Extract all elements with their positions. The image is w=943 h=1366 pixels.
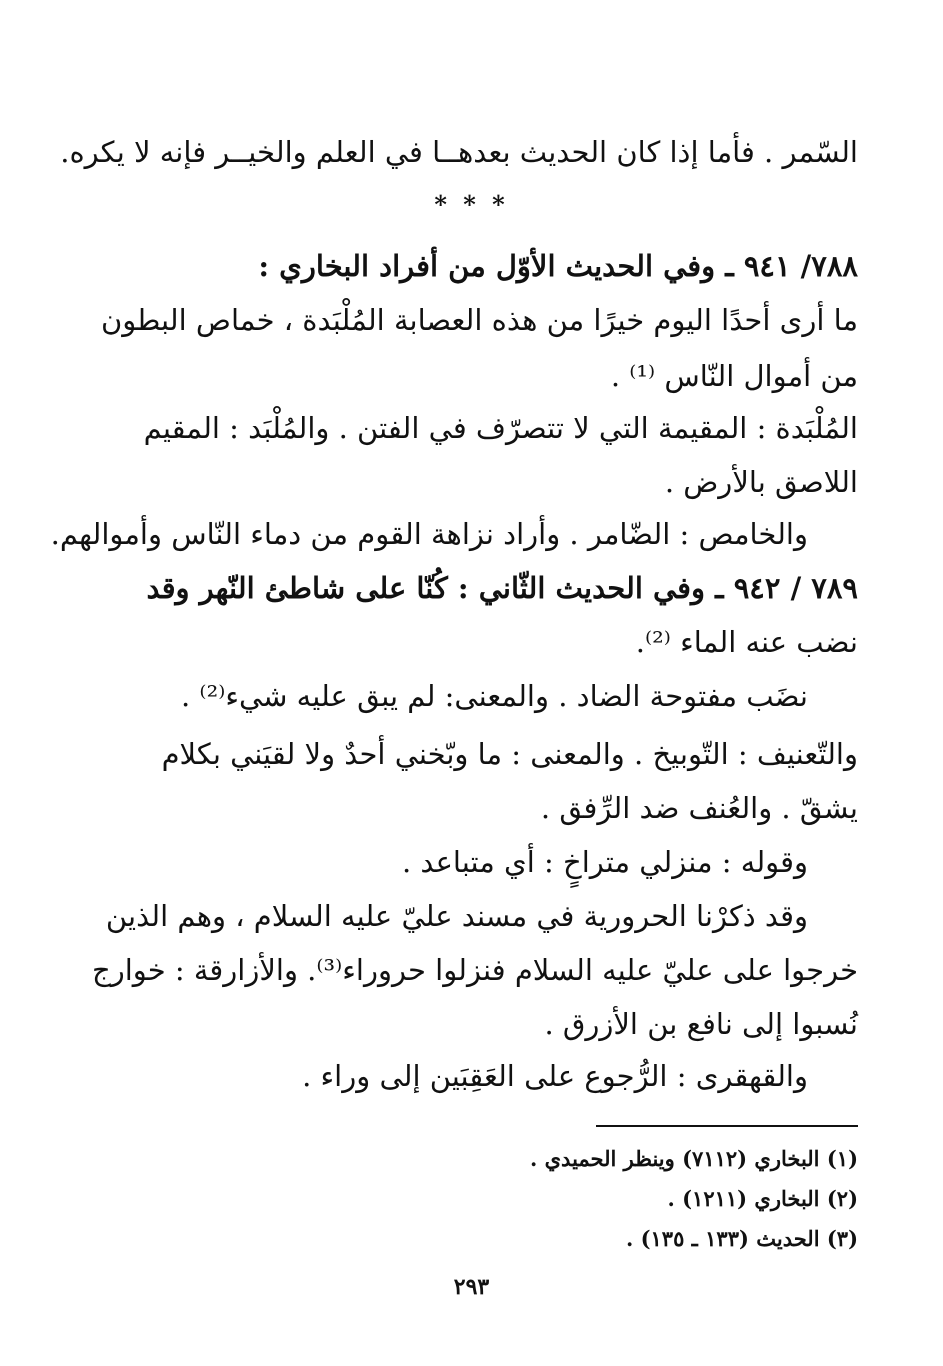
hadith-heading-788: ٧٨٨/ ٩٤١ ـ وفي الحديث الأوّل من أفراد البخاري :	[258, 249, 858, 283]
text-line-15: خرجوا على عليّ عليه السلام فنزلوا حروراء⁽³⁾. والأزارقة : خوارج	[91, 953, 858, 987]
text-line-11: والتّعنيف : التّوبيخ . والمعنى : ما وبّخني أحدٌ ولا لقيَني بكلام	[161, 737, 858, 771]
section-separator: * * *	[434, 190, 509, 219]
text-line-17: والقهقرى : الرُّجوع على العَقِبَين إلى وراء .	[302, 1059, 808, 1093]
text-line-9: نضب عنه الماء ⁽²⁾.	[635, 625, 858, 659]
text-line-16: نُسبوا إلى نافع بن الأزرق .	[544, 1007, 858, 1041]
text-line-1: السّمر . فأما إذا كان الحديث بعدهــا في العلم والخيــر فإنه لا يكره.	[60, 135, 858, 169]
footnote-3: (٣) الحديث (١٣٣ ـ ١٣٥) .	[625, 1226, 858, 1251]
text-line-12: يشقّ . والعُنف ضد الرِّفق .	[540, 791, 858, 825]
text-line-7: والخامص : الضّامر . وأراد نزاهة القوم من دماء النّاس وأموالهم.	[50, 517, 808, 551]
footnote-divider	[596, 1125, 858, 1127]
text-line-10: نضَب مفتوحة الضاد . والمعنى: لم يبق عليه شيء⁽²⁾ .	[181, 679, 808, 713]
text-line-5: المُلْبَدة : المقيمة التي لا تتصرّف في الفتن . والمُلْبَد : المقيم	[143, 411, 858, 445]
footnote-2: (٢) البخاري (١٢١١) .	[667, 1186, 858, 1211]
text-line-4: من أموال النّاس ⁽¹⁾ .	[610, 359, 858, 393]
hadith-heading-789: ٧٨٩ / ٩٤٢ ـ وفي الحديث الثّاني : كُنّا على شاطئ النّهر وقد	[146, 571, 858, 605]
text-line-6: اللاصق بالأرض .	[664, 465, 858, 499]
text-line-3: ما أرى أحدًا اليوم خيرًا من هذه العصابة المُلْبَدة ، خماص البطون	[100, 303, 858, 337]
footnote-1: (١) البخاري (٧١١٢) وينظر الحميدي .	[530, 1146, 858, 1171]
page-number: ٢٩٣	[453, 1274, 490, 1300]
text-line-13: وقوله : منزلي متراخٍ : أي متباعد .	[401, 845, 808, 879]
text-line-14: وقد ذكرْنا الحرورية في مسند عليّ عليه السلام ، وهم الذين	[105, 899, 808, 933]
